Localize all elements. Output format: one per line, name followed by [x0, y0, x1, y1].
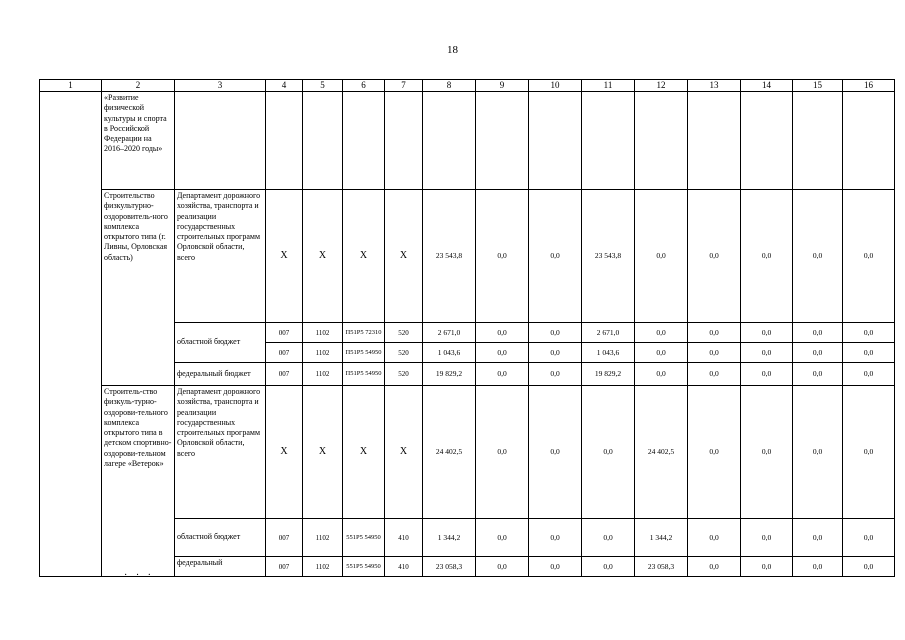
cell: 1102 [303, 557, 343, 577]
col-num: 9 [476, 80, 529, 92]
col-num: 16 [843, 80, 895, 92]
cell: 1102 [303, 363, 343, 386]
cell: Х [385, 190, 423, 323]
value-cell: 0,0 [529, 343, 582, 363]
value-cell: 0,0 [843, 190, 895, 323]
value-cell: 23 543,8 [582, 190, 635, 323]
value-cell: 0,0 [843, 386, 895, 519]
col-num: 11 [582, 80, 635, 92]
value-cell: 0,0 [741, 190, 793, 323]
value-cell: 0,0 [793, 323, 843, 343]
value-cell: 0,0 [582, 557, 635, 577]
value-cell: 0,0 [529, 323, 582, 343]
object-name: Строительство физкультурно-оздоровитель-ного комплекса открытого типа (г. Ливны, Орловская область) [102, 190, 175, 386]
value-cell: 0,0 [843, 557, 895, 577]
scan-dots: · · · [124, 570, 154, 581]
table-row [40, 92, 895, 190]
executor-cell: Департамент дорожного хозяйства, транспорта и реализации государственных строительных программ Орловской области, всего [175, 386, 266, 519]
value-cell: 0,0 [476, 519, 529, 557]
value-cell: 0,0 [793, 343, 843, 363]
cell: 520 [385, 343, 423, 363]
col-num: 5 [303, 80, 343, 92]
cell: П51Р5 54950 [343, 343, 385, 363]
cell: 1102 [303, 343, 343, 363]
cell: 007 [266, 323, 303, 343]
value-cell: 0,0 [741, 363, 793, 386]
col-num: 2 [102, 80, 175, 92]
col-num: 1 [40, 80, 102, 92]
value-cell: 0,0 [688, 190, 741, 323]
cell: 551Р5 54950 [343, 519, 385, 557]
value-cell: 0,0 [793, 190, 843, 323]
value-cell: 0,0 [793, 557, 843, 577]
cell: 520 [385, 363, 423, 386]
value-cell: 19 829,2 [582, 363, 635, 386]
cell: П51Р5 72310 [343, 323, 385, 343]
value-cell: 0,0 [688, 519, 741, 557]
col-num: 8 [423, 80, 476, 92]
cell: 1102 [303, 519, 343, 557]
cell: 007 [266, 557, 303, 577]
value-cell: 0,0 [635, 343, 688, 363]
value-cell: 1 344,2 [423, 519, 476, 557]
value-cell: 0,0 [476, 190, 529, 323]
value-cell: 0,0 [741, 386, 793, 519]
value-cell: 0,0 [476, 386, 529, 519]
budget-label: федеральный [175, 557, 266, 577]
value-cell: 2 671,0 [582, 323, 635, 343]
column-number-row [40, 80, 895, 92]
value-cell: 24 402,5 [423, 386, 476, 519]
value-cell: 2 671,0 [423, 323, 476, 343]
value-cell: 23 543,8 [423, 190, 476, 323]
col-num: 15 [793, 80, 843, 92]
page-number: 18 [447, 44, 458, 56]
cell: 551Р5 54950 [343, 557, 385, 577]
cell: 410 [385, 519, 423, 557]
cell: Х [303, 190, 343, 323]
value-cell: 0,0 [582, 519, 635, 557]
col-num: 12 [635, 80, 688, 92]
budget-label: областной бюджет [175, 519, 266, 557]
value-cell: 0,0 [688, 386, 741, 519]
value-cell: 0,0 [529, 519, 582, 557]
value-cell: 0,0 [843, 363, 895, 386]
value-cell: 0,0 [635, 363, 688, 386]
value-cell: 23 058,3 [423, 557, 476, 577]
col-num: 4 [266, 80, 303, 92]
col-num: 3 [175, 80, 266, 92]
value-cell: 0,0 [688, 363, 741, 386]
value-cell: 0,0 [741, 557, 793, 577]
cell: Х [343, 190, 385, 323]
value-cell: 0,0 [529, 386, 582, 519]
col-num: 14 [741, 80, 793, 92]
col-num: 13 [688, 80, 741, 92]
value-cell: 0,0 [476, 343, 529, 363]
value-cell: 1 043,6 [423, 343, 476, 363]
value-cell: 0,0 [529, 190, 582, 323]
cell: 1102 [303, 323, 343, 343]
cell: 520 [385, 323, 423, 343]
cell: 410 [385, 557, 423, 577]
cell: 007 [266, 519, 303, 557]
value-cell: 0,0 [529, 363, 582, 386]
value-cell: 0,0 [843, 519, 895, 557]
budget-label: федеральный бюджет [175, 363, 266, 386]
value-cell: 24 402,5 [635, 386, 688, 519]
cell: П51Р5 54950 [343, 363, 385, 386]
cell: Х [343, 386, 385, 519]
program-name: «Развитие физической культуры и спорта в Российской Федерации на 2016–2020 годы» [102, 92, 175, 190]
value-cell: 0,0 [741, 323, 793, 343]
cell: Х [385, 386, 423, 519]
object-name: Строитель-ство физкуль-турно-оздорови-тельного комплекса открытого типа в детском спортивно-оздорови-тельном лагере «Ветерок» [102, 386, 175, 577]
row-number-cell [40, 92, 102, 577]
value-cell: 0,0 [476, 323, 529, 343]
value-cell: 1 344,2 [635, 519, 688, 557]
value-cell: 0,0 [635, 190, 688, 323]
value-cell: 0,0 [476, 363, 529, 386]
value-cell: 0,0 [793, 363, 843, 386]
value-cell: 0,0 [741, 519, 793, 557]
value-cell: 0,0 [741, 343, 793, 363]
col-num: 7 [385, 80, 423, 92]
cell: Х [266, 386, 303, 519]
budget-table [39, 79, 895, 577]
cell: Х [266, 190, 303, 323]
budget-label: областной бюджет [175, 323, 266, 363]
col-num: 6 [343, 80, 385, 92]
cell: 007 [266, 363, 303, 386]
cell: 007 [266, 343, 303, 363]
value-cell: 0,0 [688, 557, 741, 577]
value-cell: 0,0 [688, 323, 741, 343]
value-cell: 0,0 [688, 343, 741, 363]
cell: Х [303, 386, 343, 519]
value-cell: 0,0 [529, 557, 582, 577]
value-cell: 23 058,3 [635, 557, 688, 577]
value-cell: 0,0 [582, 386, 635, 519]
table-row [40, 190, 895, 323]
value-cell: 0,0 [476, 557, 529, 577]
col-num: 10 [529, 80, 582, 92]
value-cell: 19 829,2 [423, 363, 476, 386]
table-row [40, 386, 895, 519]
value-cell: 1 043,6 [582, 343, 635, 363]
executor-cell: Департамент дорожного хозяйства, транспорта и реализации государственных строительных программ Орловской области, всего [175, 190, 266, 323]
value-cell: 0,0 [843, 343, 895, 363]
value-cell: 0,0 [635, 323, 688, 343]
value-cell: 0,0 [793, 386, 843, 519]
value-cell: 0,0 [843, 323, 895, 343]
value-cell: 0,0 [793, 519, 843, 557]
